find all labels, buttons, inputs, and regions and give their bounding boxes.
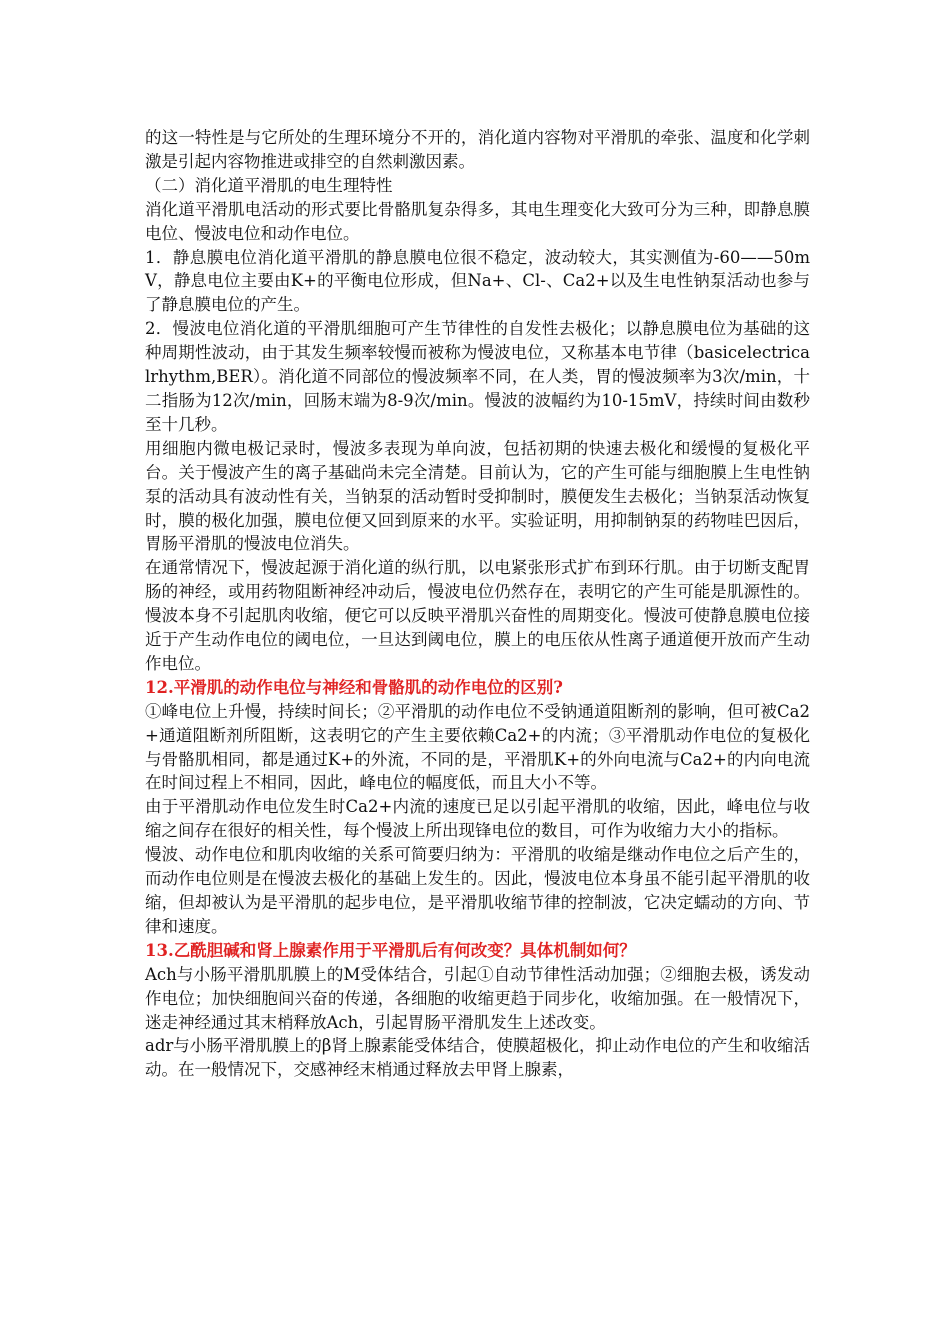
paragraph-slow-wave: 2．慢波电位消化道的平滑肌细胞可产生节律性的自发性去极化；以静息膜电位为基础的这种周期性波动，由于其发生频率较慢而被称为慢波电位，又称基本电节律（basicelectricalrhythm,BER）。消化道不同部位的慢波频率不同，在人类，胃的慢波频率为3次/min，十二指肠为12次/min，回肠末端为8-9次/min。慢波的波幅约为10-15mV，持续时间由数秒至十几秒。	[145, 319, 810, 434]
paragraph: 消化道平滑肌电活动的形式要比骨骼肌复杂得多，其电生理变化大致可分为三种，即静息膜电位、慢波电位和动作电位。	[145, 199, 810, 243]
paragraph: 用细胞内微电极记录时，慢波多表现为单向波，包括初期的快速去极化和缓慢的复极化平台。关于慢波产生的离子基础尚未完全清楚。目前认为，它的产生可能与细胞膜上生电性钠泵的活动具有波动性有关，当钠泵的活动暂时受抑制时，膜便发生去极化；当钠泵活动恢复时，膜的极化加强，膜电位便又回到原来的水平。实验证明，用抑制钠泵的药物哇巴因后，胃肠平滑肌的慢波电位消失。	[145, 438, 810, 554]
paragraph: adr与小肠平滑肌膜上的β肾上腺素能受体结合，使膜超极化，抑止动作电位的产生和收缩活动。在一般情况下，交感神经末梢通过释放去甲肾上腺素，	[145, 1036, 810, 1080]
paragraph-resting-potential: 1．静息膜电位消化道平滑肌的静息膜电位很不稳定，波动较大，其实测值为-60——50mV，静息电位主要由K+的平衡电位形成，但Na+、Cl-、Ca2+以及生电性钠泵活动也参与了静息膜电位的产生。	[145, 247, 810, 315]
paragraph: 的这一特性是与它所处的生理环境分不开的，消化道内容物对平滑肌的牵张、温度和化学刺激是引起内容物推进或排空的自然刺激因素。	[145, 128, 810, 171]
paragraph: 由于平滑肌动作电位发生时Ca2+内流的速度已足以引起平滑肌的收缩，因此，峰电位与收缩之间存在很好的相关性，每个慢波上所出现锋电位的数目，可作为收缩力大小的指标。	[145, 797, 810, 841]
document-body	[145, 126, 810, 1082]
paragraph: Ach与小肠平滑肌肌膜上的M受体结合，引起①自动节律性活动加强；②细胞去极，诱发动作电位；加快细胞间兴奋的传递，各细胞的收缩更趋于同步化，收缩加强。在一般情况下，迷走神经通过其末梢释放Ach，引起胃肠平滑肌发生上述改变。	[145, 964, 810, 1032]
question-heading-12: 12.平滑肌的动作电位与神经和骨骼肌的动作电位的区别?	[145, 677, 563, 697]
paragraph: ①峰电位上升慢，持续时间长；②平滑肌的动作电位不受钠通道阻断剂的影响，但可被Ca2+通道阻断剂所阻断，这表明它的产生主要依赖Ca2+的内流；③平滑肌动作电位的复极化与骨骼肌相同，都是通过K+的外流，不同的是，平滑肌K+的外向电流与Ca2+的内向电流在时间过程上不相同，因此，峰电位的幅度低，而且大小不等。	[145, 701, 810, 793]
paragraph: 慢波、动作电位和肌肉收缩的关系可简要归纳为：平滑肌的收缩是继动作电位之后产生的，而动作电位则是在慢波去极化的基础上发生的。因此，慢波电位本身虽不能引起平滑肌的收缩，但却被认为是平滑肌的起步电位，是平滑肌收缩节律的控制波，它决定蠕动的方向、节律和速度。	[145, 845, 810, 936]
section-subtitle: （二）消化道平滑肌的电生理特性	[145, 175, 393, 195]
paragraph: 在通常情况下，慢波起源于消化道的纵行肌，以电紧张形式扩布到环行肌。由于切断支配胃肠的神经，或用药物阻断神经冲动后，慢波电位仍然存在，表明它的产生可能是肌源性的。慢波本身不引起肌肉收缩，便它可以反映平滑肌兴奋性的周期变化。慢波可使静息膜电位接近于产生动作电位的阈电位，一旦达到阈电位，膜上的电压依从性离子通道便开放而产生动作电位。	[145, 558, 810, 673]
question-heading-13: 13.乙酰胆碱和肾上腺素作用于平滑肌后有何改变？具体机制如何？	[145, 940, 636, 960]
